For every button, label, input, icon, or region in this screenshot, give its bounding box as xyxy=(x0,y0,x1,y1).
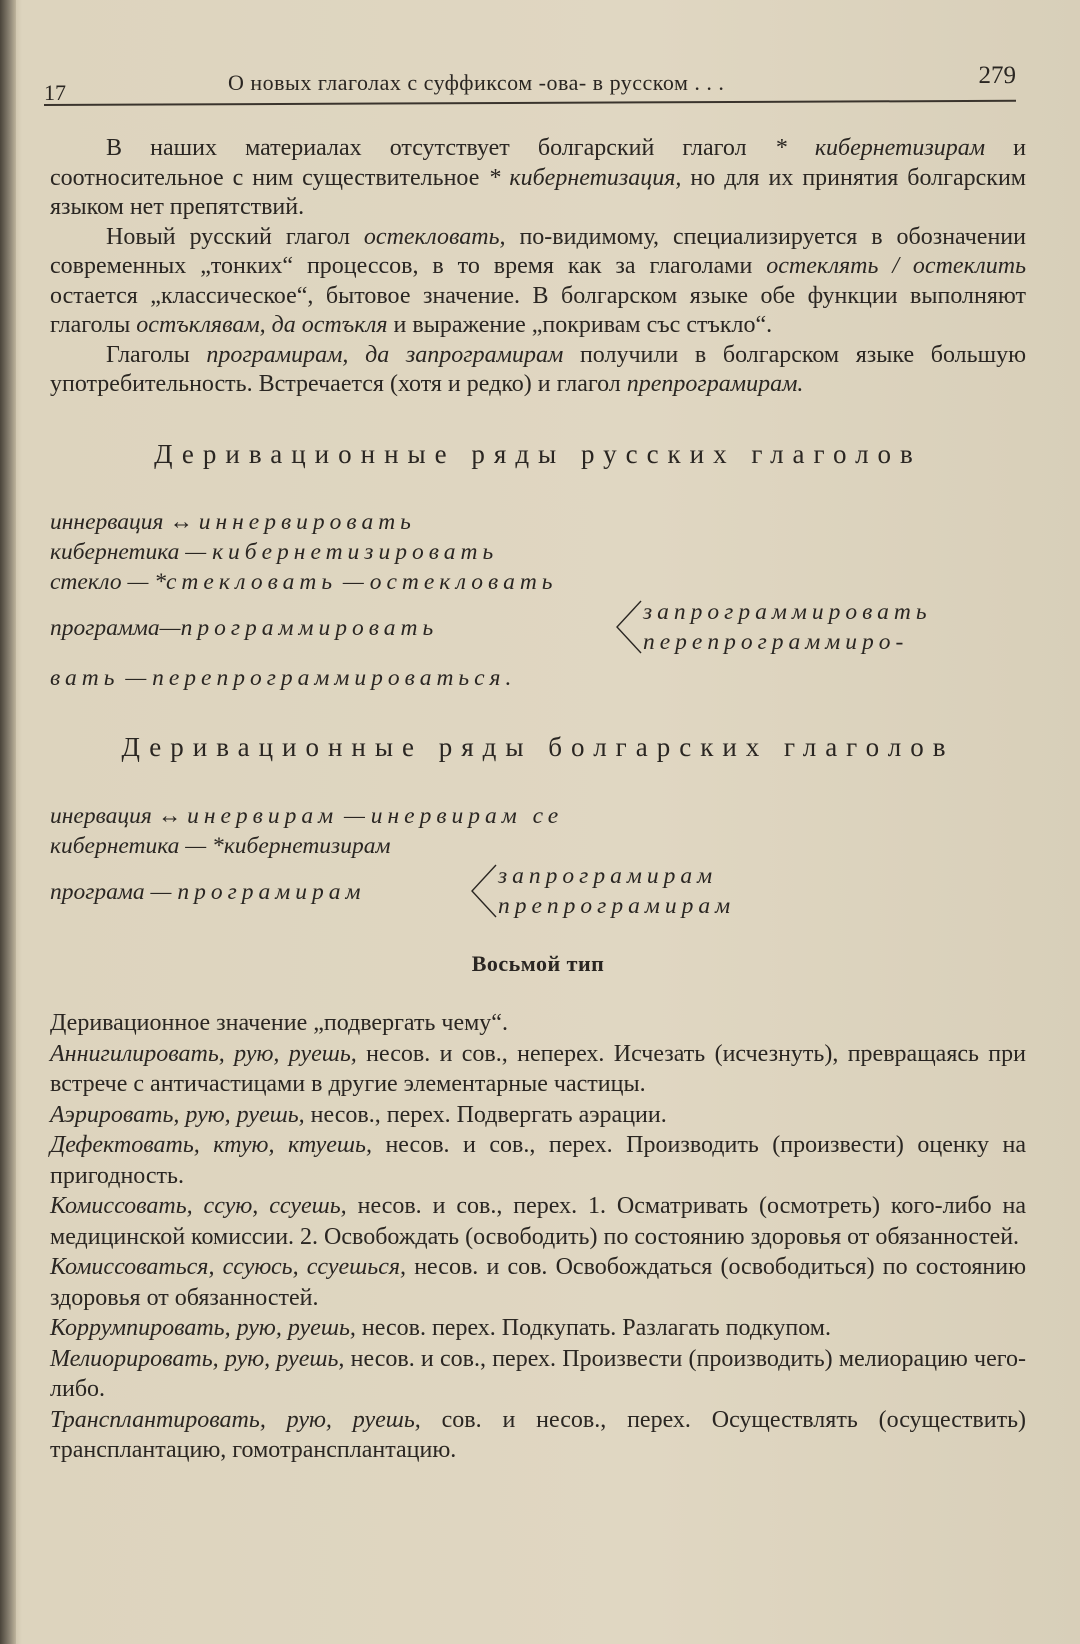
series-row: инервация ↔ инервирам — инервирам се xyxy=(50,802,564,829)
dictionary-entry: Коррумпировать, рую, руешь, несов. перех. Подкупать. Разлагать подкупом. xyxy=(50,1315,831,1341)
dictionary-entry: Аэрировать, рую, руешь, несов., перех. Подвергать аэрации. xyxy=(50,1101,667,1128)
series-branch: програма — програмирам запрограмирам препрограмирам xyxy=(50,862,736,919)
paragraph-2: Новый русский глагол остекловать, по-видимому, специализируется в обозначении современных „тонких“ процессов, в то время как за глаголами остеклять / остеклить остается „классическое“, бытовое значение. В болгарском языке обе функции выполняют глаголы остъклявам, да остъкля и выражение „покривам със стъкло“. xyxy=(50,223,1026,338)
paragraph-1: В наших материалах отсутствует болгарский глагол * кибернетизирам и соотносительное с ним существительное * кибернетизация, но для их принятия болгарским языком нет препятствий. xyxy=(50,135,1026,220)
series-row: кибернетика — *кибернетизирам xyxy=(50,832,391,859)
branch-fork-icon xyxy=(468,861,498,921)
page-number-left: 17 xyxy=(44,80,66,105)
page-number: 279 xyxy=(978,62,1016,89)
dictionary-entry: Аннигилировать, рую, руешь, несов. и сов., неперех. Исчезать (исчезнуть), превращаясь при встрече с античастицами в другие элементарные частицы. xyxy=(50,1040,1026,1097)
running-title: О новых глаголах с суффиксом -ова- в русском . . . xyxy=(228,70,725,95)
page-body xyxy=(50,134,1026,1466)
series-row: стекло — *стекловать — остекловать xyxy=(50,569,558,595)
russian-series xyxy=(50,507,1026,693)
dictionary-entry: Трансплантировать, рую, руешь, сов. и несов., перех. Осуществлять (осуществить) трансплантацию, гомотрансплантацию. xyxy=(50,1406,1026,1463)
russian-series-title: Деривационные ряды русских глаголов xyxy=(154,438,922,469)
running-header xyxy=(44,62,1016,105)
series-row: кибернетика — кибернетизировать xyxy=(50,539,499,565)
series-branch: программа—программировать запрограммировать перепрограммиро- xyxy=(50,599,932,655)
series-row: иннервация ↔ иннервировать xyxy=(50,509,416,535)
dictionary-entry: Дефектовать, ктую, ктуешь, несов. и сов., перех. Производить (произвести) оценку на пригодность. xyxy=(50,1132,1026,1189)
series-row: вать — перепрограммироваться. xyxy=(50,665,517,691)
branch-fork-icon xyxy=(613,597,643,657)
bulgarian-series xyxy=(50,801,1026,921)
dictionary-entries xyxy=(50,1008,1026,1466)
section-heading: Восьмой тип xyxy=(471,950,605,976)
bulgarian-series-title: Деривационные ряды болгарских глаголов xyxy=(121,732,955,762)
dictionary-entry: Комиссоваться, ссуюсь, ссуешься, несов. и сов. Освобождаться (освободиться) по состоянию здоровья от обязанностей. xyxy=(50,1254,1027,1311)
paragraph-3: Глаголы програмирам, да запрограмирам получили в болгарском языке большую употребительность. Встречается (хотя и редко) и глагол препрограмирам. xyxy=(50,341,1026,397)
derivational-meaning: Деривационное значение „подвергать чему“. xyxy=(50,1010,508,1036)
dictionary-entry: Комиссовать, ссую, ссуешь, несов. и сов., перех. 1. Осматривать (осмотреть) кого-либо на медицинской комиссии. 2. Освобождать (освободить) по состоянию здоровья от обязанностей. xyxy=(50,1193,1027,1250)
book-spine xyxy=(0,0,16,1644)
dictionary-entry: Мелиорировать, рую, руешь, несов. и сов., перех. Произвести (производить) мелиорацию чего-либо. xyxy=(50,1345,1026,1402)
